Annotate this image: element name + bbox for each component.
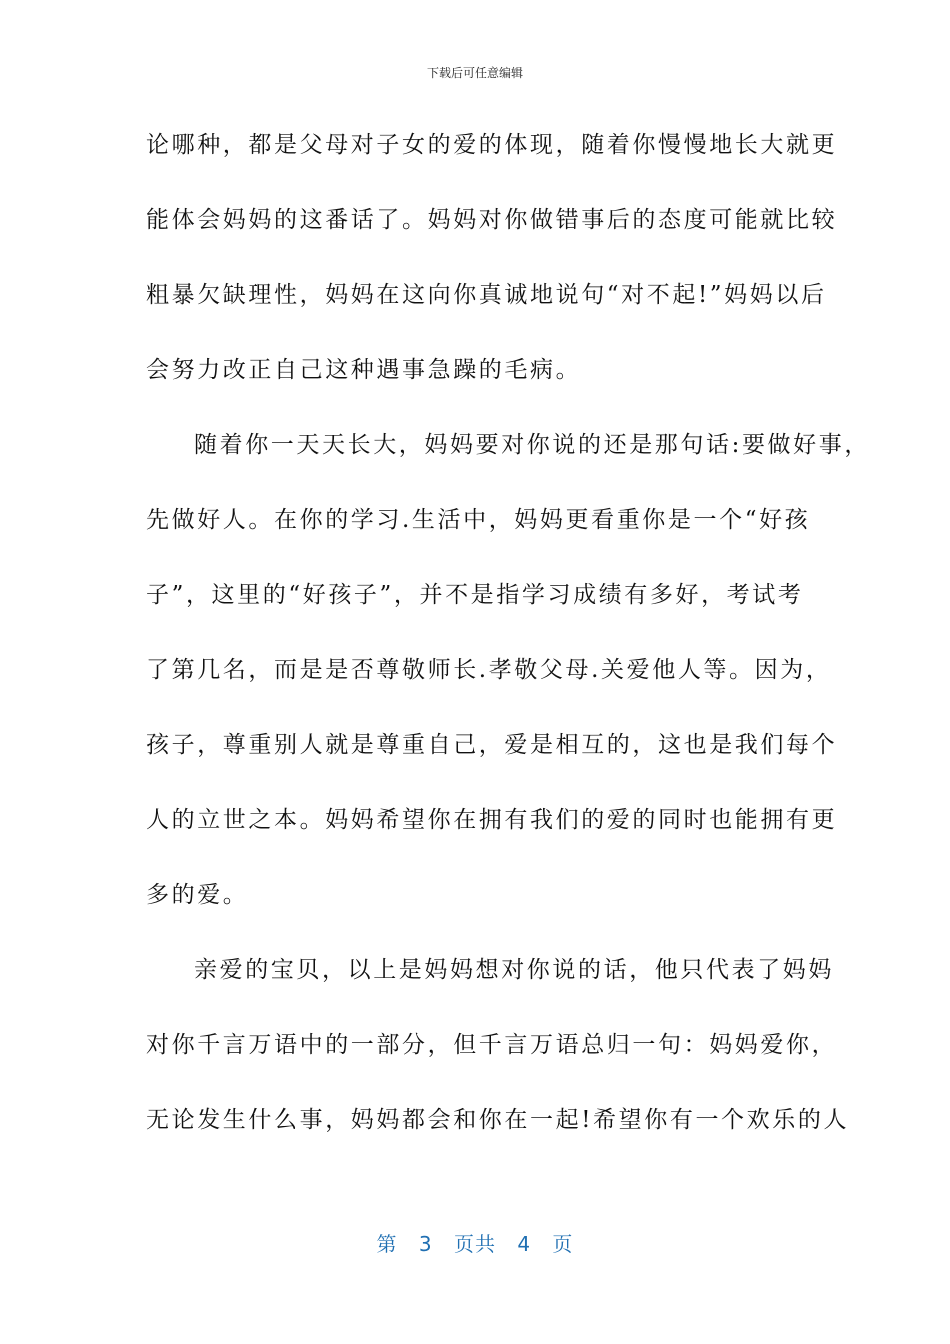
body-line: 随着你一天天长大，妈妈要对你说的还是那句话:要做好事， <box>194 432 870 458</box>
body-line: 无论发生什么事，妈妈都会和你在一起!希望你有一个欢乐的人 <box>146 1107 850 1133</box>
body-line: 先做好人。在你的学习.生活中，妈妈更看重你是一个“好孩 <box>146 507 811 533</box>
body-line: 能体会妈妈的这番话了。妈妈对你做错事后的态度可能就比较 <box>146 207 838 233</box>
body-line: 粗暴欠缺理性，妈妈在这向你真诚地说句“对不起!”妈妈以后 <box>146 282 827 308</box>
body-line: 人的立世之本。妈妈希望你在拥有我们的爱的同时也能拥有更 <box>146 807 838 833</box>
body-line: 子”，这里的“好孩子”，并不是指学习成绩有多好，考试考 <box>146 582 804 608</box>
body-line: 了第几名，而是是否尊敬师长.孝敬父母.关爱他人等。因为， <box>146 657 832 683</box>
header-note: 下载后可任意编辑 <box>426 66 523 80</box>
body-line: 会努力改正自己这种遇事急躁的毛病。 <box>146 357 582 383</box>
page-number: 第 3 页共 4 页 <box>376 1232 574 1256</box>
body-line: 孩子，尊重别人就是尊重自己，爱是相互的，这也是我们每个 <box>146 732 838 758</box>
body-line: 对你千言万语中的一部分，但千言万语总归一句：妈妈爱你， <box>146 1032 838 1058</box>
body-line: 多的爱。 <box>146 882 249 908</box>
body-line: 亲爱的宝贝，以上是妈妈想对你说的话，他只代表了妈妈 <box>194 957 834 983</box>
body-line: 论哪种，都是父母对子女的爱的体现，随着你慢慢地长大就更 <box>146 132 838 158</box>
